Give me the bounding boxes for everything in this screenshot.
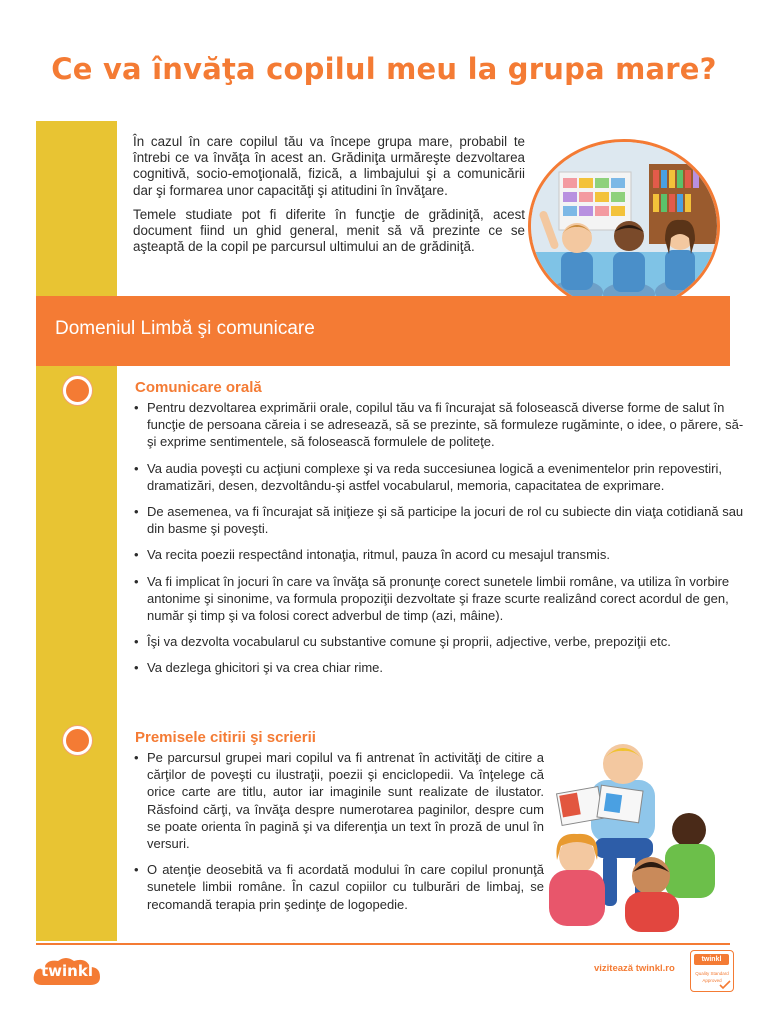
section-title-reading-writing: Premisele citirii şi scrierii (135, 729, 316, 746)
teacher-reading-illustration (543, 742, 733, 932)
intro-paragraph-1: În cazul în care copilul tău va începe grupa mare, probabil te întrebi ce va învăţa în acest an. Grădiniţa urmăreşte dezvoltarea cognitivă, socio-emoţională, fizică, a limbajului şi a comunicării dar şi formarea unor capacităţi şi atitudini în învăţare. (133, 134, 525, 198)
list-item: • Îşi va dezvolta vocabularul cu substantive comune şi proprii, adjective, verbe, prepoziţii etc. (134, 633, 748, 650)
list-item: • De asemenea, va fi încurajat să iniţieze şi să participe la jocuri de rol cu subiecte din viaţa cotidiană sau din basme şi poveşti. (134, 503, 748, 537)
logo-wordmark: twinkl (41, 962, 93, 980)
banner-title: Domeniul Limbă şi comunicare (55, 318, 315, 339)
footer-divider (36, 943, 730, 945)
page-title: Ce va învăţa copilul meu la grupa mare? (51, 52, 717, 86)
reading-writing-list (134, 749, 544, 922)
list-item: • Va recita poezii respectând intonaţia, ritmul, pauza în acord cu mesajul transmis. (134, 546, 748, 563)
left-accent-bar (36, 121, 117, 941)
badge-brand: twinkl (694, 954, 729, 965)
quality-standard-badge (690, 950, 734, 992)
list-item: • Pe parcursul grupei mari copilul va fi antrenat în activităţi de citire a cărţilor de poveşti cu ilustraţii, poezii şi enciclopedii. Va înţelege că orice carte are titlu, autor iar imaginile sunt realizate de ilustator. Răsfoind cărţi, va învăţa despre numerotarea paginilor, despre cum se poate orienta în pagină şi va diferenţia un text în proză de unul în versuri. (134, 749, 544, 852)
section-banner (36, 296, 730, 366)
list-item: • Va dezlega ghicitori şi va crea chiar rime. (134, 659, 748, 676)
classroom-children-illustration (528, 139, 720, 313)
list-item: • Pentru dezvoltarea exprimării orale, copilul tău va fi încurajat să folosească diverse forme de salut în funcţie de persoana căreia i se adresează, să se prezinte, să formuleze rugăminte, o idee, o părere, să-şi exprime sentimentele, să folosească formulele de politeţe. (134, 399, 748, 451)
section-marker-dot (63, 376, 92, 405)
intro-paragraph-2: Temele studiate pot fi diferite în funcţie de grădiniţă, acest document fiind un ghid general, menit să vă prezinte ce se aşteaptă de la copil pe parcursul ultimului an de grădiniţă. (133, 206, 525, 255)
badge-line-1: Quality Standard (695, 971, 729, 976)
section-title-oral-communication: Comunicare orală (135, 379, 262, 396)
teacher-reading-icon (543, 742, 733, 932)
list-item: • Va audia poveşti cu acţiuni complexe şi va reda succesiunea logică a evenimentelor prin repovestiri, dramatizări, desen, dezvoltându-şi astfel vocabularul, memoria, capacitatea de exprimare. (134, 460, 748, 494)
checkmark-icon (719, 980, 731, 990)
list-item: • O atenţie deosebită va fi acordată modului în care copilul pronunţă sunetele limbii române. În cazul copiilor cu tulburări de limbaj, se recomandă terapia prin şedinţe de logopedie. (134, 861, 544, 913)
twinkl-logo (32, 955, 102, 989)
classroom-scene-icon (531, 142, 717, 310)
badge-line-2: Approved (702, 978, 722, 983)
section-marker-dot (63, 726, 92, 755)
intro-text (133, 134, 525, 263)
oral-communication-list (134, 399, 748, 686)
website-link[interactable]: vizitează twinkl.ro (594, 963, 675, 974)
list-item: • Va fi implicat în jocuri în care va învăţa să pronunţe corect sunetele limbii române, va utiliza în vorbire antonime şi sinonime, va formula propoziţii dezvoltate şi fraze scurte realizând corect acordul de gen, număr şi timp şi va folosi corect adverbul de timp (azi, mâine). (134, 573, 748, 625)
